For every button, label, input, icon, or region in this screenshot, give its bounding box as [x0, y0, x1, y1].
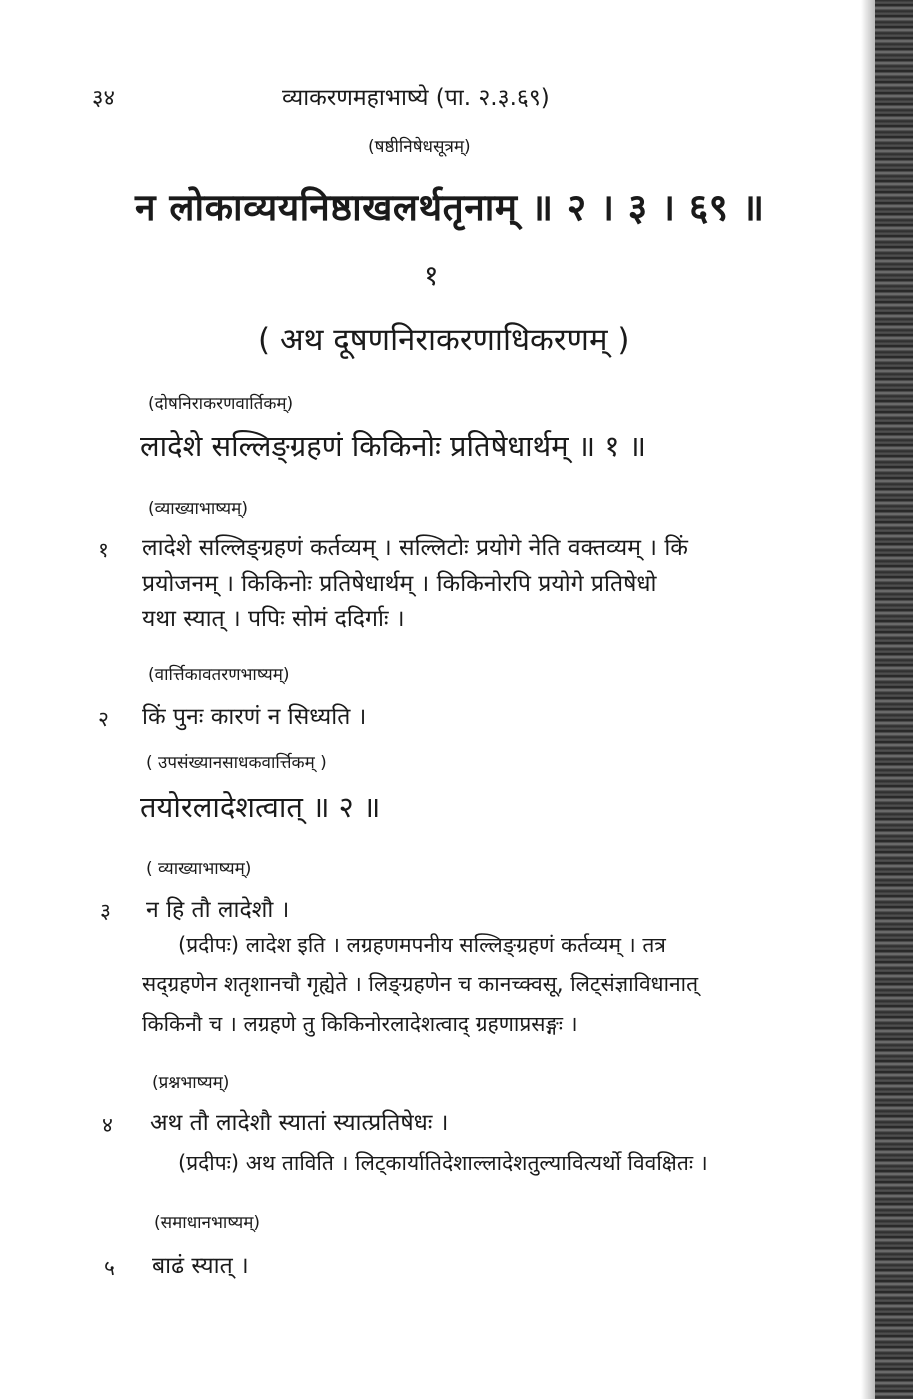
vartika-text: तयोरलादेशत्वात् ॥ २ ॥: [140, 790, 381, 824]
page-number: ३४: [92, 86, 115, 111]
bhashya-line: प्रयोजनम् । किकिनोः प्रतिषेधार्थम् । किकिनोरपि प्रयोगे प्रतिषेधो: [142, 571, 657, 597]
bhashya-line: किं पुनः कारणं न सिध्यति ।: [142, 704, 367, 730]
block-label: (वार्त्तिकावतरणभाष्यम्): [148, 665, 290, 685]
bhashya-line: यथा स्यात् । पपिः सोमं ददिर्गाः ।: [142, 606, 405, 632]
adhikarana-heading: ( अथ दूषणनिराकरणाधिकरणम् ): [258, 322, 630, 358]
block-label: ( उपसंख्यानसाधकवार्त्तिकम् ): [146, 753, 327, 773]
pradipa-line: (प्रदीपः) लादेश इति । लग्रहणमपनीय सल्लिङ्ग्रहणं कर्तव्यम् । तत्र: [178, 933, 666, 957]
page-edge-shadow: [875, 0, 913, 1399]
paragraph-number: ३: [100, 899, 111, 923]
page-edge-gradient: [861, 0, 875, 1399]
bhashya-line: बाढं स्यात् ।: [152, 1253, 249, 1279]
vartika-text: लादेशे सल्लिङ्ग्रहणं किकिनोः प्रतिषेधार्थम् ॥ १ ॥: [140, 429, 647, 463]
bhashya-line: अथ तौ लादेशौ स्यातां स्यात्प्रतिषेधः ।: [150, 1110, 449, 1136]
pradipa-line: (प्रदीपः) अथ ताविति । लिट्कार्यातिदेशाल्लादेशतुल्यावित्यर्थो विवक्षितः ।: [178, 1151, 708, 1175]
sutra-heading: न लोकाव्ययनिष्ठाखलर्थतृनाम् ॥ २ । ३ । ६९ ॥: [135, 186, 765, 229]
pradipa-line: सद्ग्रहणेन शतृशानचौ गृह्येते । लिङ्ग्रहणेन च कानच्क्वसू, लिट्संज्ञाविधानात्: [142, 972, 699, 996]
paragraph-number: ४: [102, 1113, 113, 1137]
running-header: व्याकरणमहाभाष्ये (पा. २.३.६९): [282, 85, 550, 111]
bhashya-line: लादेशे सल्लिङ्ग्रहणं कर्तव्यम् । सल्लिटोः प्रयोगे नेति वक्तव्यम् । किं: [142, 535, 688, 561]
bhashya-line: न हि तौ लादेशौ ।: [146, 897, 290, 923]
block-label: ( व्याख्याभाष्यम्): [146, 859, 252, 879]
section-number: १: [424, 259, 439, 292]
paragraph-number: ५: [104, 1256, 115, 1280]
paragraph-number: १: [98, 538, 109, 562]
block-label: (व्याख्याभाष्यम्): [148, 499, 248, 519]
pradipa-line: किकिनौ च । लग्रहणे तु किकिनोरलादेशत्वाद् ग्रहणाप्रसङ्गः ।: [142, 1012, 578, 1036]
sutra-label: (षष्ठीनिषेधसूत्रम्): [368, 137, 471, 157]
paragraph-number: २: [98, 707, 109, 731]
block-label: (प्रश्नभाष्यम्): [152, 1073, 230, 1093]
block-label: (समाधानभाष्यम्): [154, 1213, 261, 1233]
block-label: (दोषनिराकरणवार्तिकम्): [148, 394, 294, 414]
